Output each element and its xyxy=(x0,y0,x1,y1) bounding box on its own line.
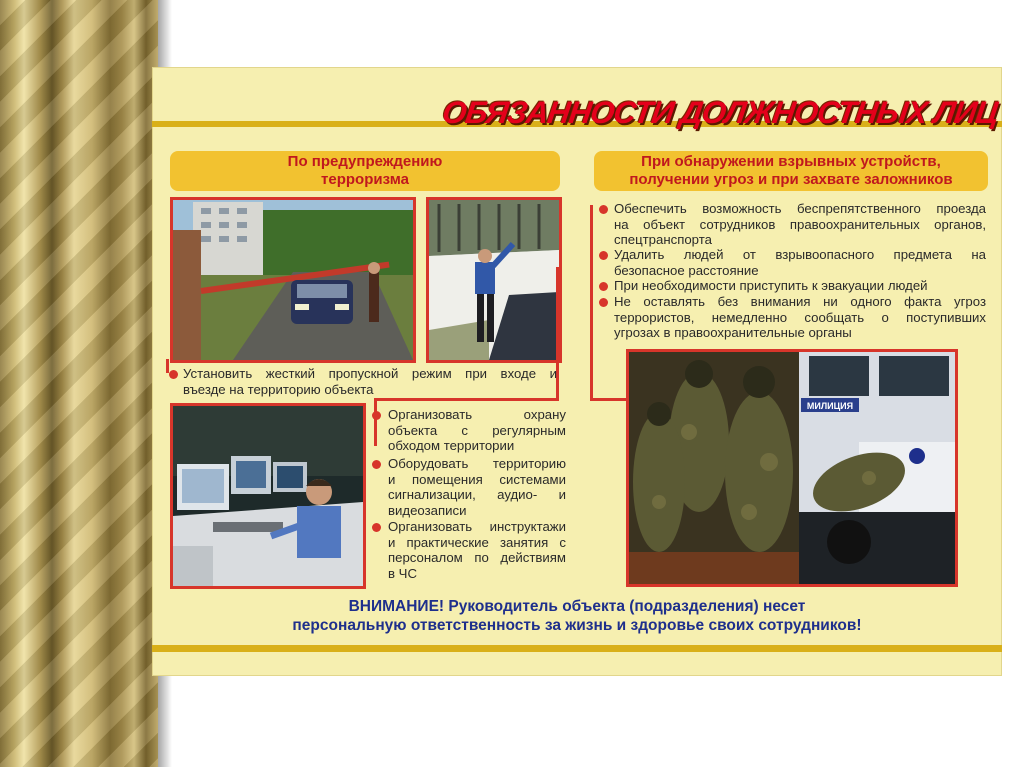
right-item-4-line1: Не оставлять без внимания ни одного факта угроз xyxy=(614,294,986,309)
special-forces-illustration xyxy=(629,352,955,584)
poster xyxy=(152,67,1002,676)
right-item-2-line2: безопасное расстояние xyxy=(614,262,759,278)
truck-label: МИЛИЦИЯ xyxy=(806,401,854,411)
connector xyxy=(590,205,593,401)
left-item-2 xyxy=(388,407,566,454)
warning-line2: персональную ответственность за жизнь и здоровье своих сотрудников! xyxy=(292,617,862,634)
right-item-2-line1: Удалить людей от взрывоопасного предмета на xyxy=(614,247,986,262)
bullet-dot xyxy=(372,411,381,420)
left-item-3 xyxy=(388,456,566,518)
guard-illustration xyxy=(429,200,559,360)
right-item-1-line2: на объект сотрудников правоохранительных органов, xyxy=(614,216,986,232)
bullet-dot xyxy=(599,282,608,291)
bullet-dot xyxy=(599,251,608,260)
checkpoint-illustration xyxy=(173,200,413,360)
bullet-dot xyxy=(372,523,381,532)
bullet-dot xyxy=(169,370,178,379)
bullet-dot xyxy=(599,205,608,214)
connector xyxy=(166,359,169,373)
poster-title: ОБЯЗАННОСТИ ДОЛЖНОСТНЫХ ЛИЦ xyxy=(440,95,1000,130)
left-item-4-line2: и практические занятия с xyxy=(388,534,566,550)
left-item-1-line2: въезде на территорию объекта xyxy=(183,381,374,397)
right-item-3-line1: При необходимости приступить к эвакуации людей xyxy=(614,278,928,293)
left-item-1 xyxy=(183,366,557,397)
right-item-1 xyxy=(614,201,986,248)
right-header-line2: получении угроз и при захвате заложников xyxy=(629,171,953,188)
left-item-4-line3: персоналом по действиям xyxy=(388,550,566,565)
left-item-3-line2: и помещения системами xyxy=(388,471,566,487)
right-section-header xyxy=(594,151,988,191)
photo-guard xyxy=(426,197,562,363)
left-item-1-line1: Установить жесткий пропускной режим при входе и xyxy=(183,366,557,381)
left-item-3-line3: сигнализации, аудио- и xyxy=(388,487,566,502)
right-item-4 xyxy=(614,294,986,341)
connector xyxy=(374,398,559,401)
left-item-2-line1: Организовать охрану xyxy=(388,407,566,422)
left-item-4-line4: в ЧС xyxy=(388,565,417,581)
warning-text xyxy=(152,597,1002,635)
right-item-3 xyxy=(614,278,986,294)
left-header-line1: По предупреждению xyxy=(287,153,443,170)
bottom-band xyxy=(152,645,1002,652)
right-item-2 xyxy=(614,247,986,278)
left-item-4 xyxy=(388,519,566,581)
left-item-3-line4: видеозаписи xyxy=(388,502,467,518)
bullet-dot xyxy=(372,460,381,469)
connector xyxy=(590,398,628,401)
left-header-line2: терроризма xyxy=(321,171,409,188)
right-item-1-line3: спецтранспорта xyxy=(614,232,712,247)
left-item-3-line1: Оборудовать территорию xyxy=(388,456,566,471)
left-item-2-line3: обходом территории xyxy=(388,438,515,453)
photo-control-room xyxy=(170,403,366,589)
control-room-illustration xyxy=(173,406,363,586)
right-header-line1: При обнаружении взрывных устройств, xyxy=(641,153,941,170)
photo-special-forces xyxy=(626,349,958,587)
connector xyxy=(374,398,377,446)
left-item-2-line2: объекта с регулярным xyxy=(388,422,566,438)
decorative-gold-column xyxy=(0,0,158,767)
right-item-4-line3: угрозах в правоохранительные органы xyxy=(614,325,852,340)
bullet-dot xyxy=(599,298,608,307)
left-item-4-line1: Организовать инструктажи xyxy=(388,519,566,534)
right-item-4-line2: террористов, немедленно сообщать о поступивших xyxy=(614,309,986,325)
warning-line1: ВНИМАНИЕ! Руководитель объекта (подразделения) несет xyxy=(348,598,806,615)
left-section-header xyxy=(170,151,560,191)
right-item-1-line1: Обеспечить возможность беспрепятственного проезда xyxy=(614,201,986,216)
photo-checkpoint xyxy=(170,197,416,363)
